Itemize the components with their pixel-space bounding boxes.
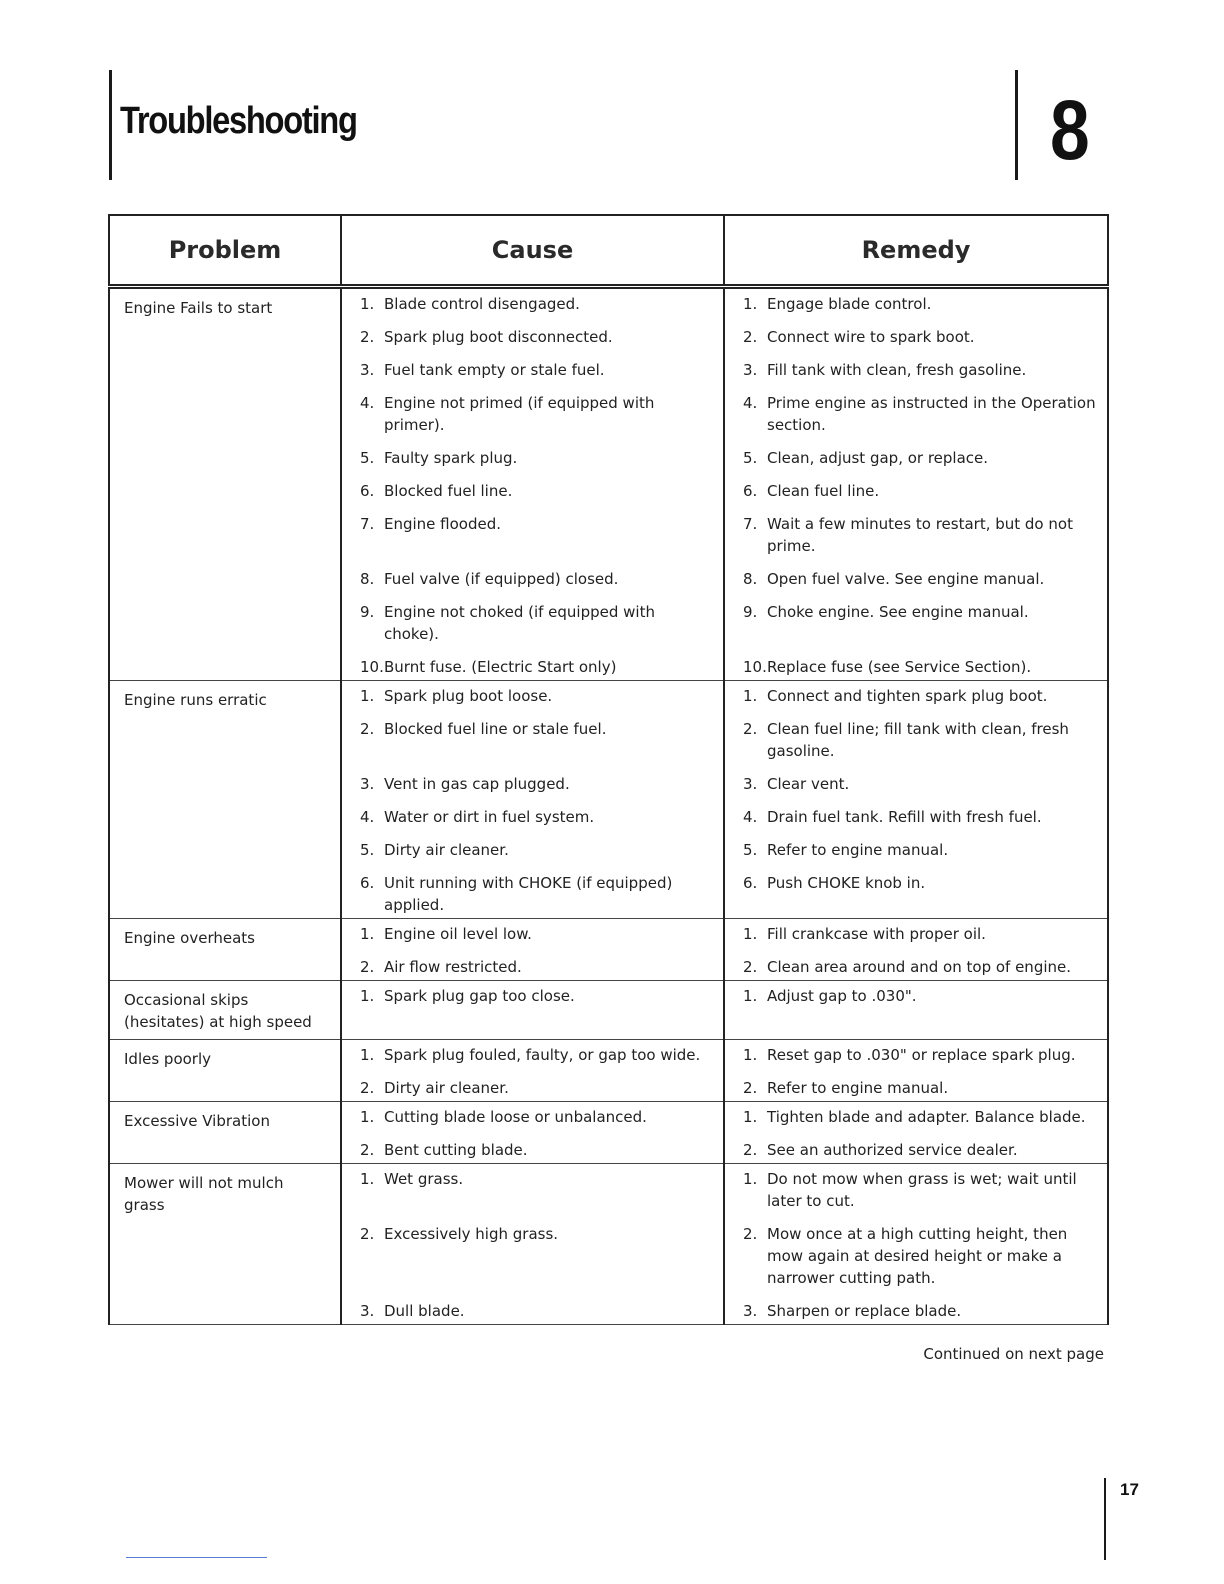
table-row xyxy=(109,681,1108,919)
remedy-text: Open fuel valve. See engine manual. xyxy=(767,570,1045,588)
table-row xyxy=(109,981,1108,1040)
table-body xyxy=(109,287,1108,1325)
item-number: 6. xyxy=(743,482,758,500)
cause-text: Wet grass. xyxy=(384,1170,464,1188)
remedy-text: Choke engine. See engine manual. xyxy=(767,603,1029,621)
cause-text: Fuel tank empty or stale fuel. xyxy=(384,361,605,379)
remedy-item xyxy=(725,656,1107,678)
item-number: 4. xyxy=(743,394,758,412)
problem-text: Engine runs erratic xyxy=(124,691,267,709)
remedy-item xyxy=(725,718,1107,762)
cause-cell xyxy=(341,287,724,681)
table-row xyxy=(109,1102,1108,1164)
cause-text: Dull blade. xyxy=(384,1302,465,1320)
cause-text: Vent in gas cap plugged. xyxy=(384,775,570,793)
remedy-text: Clean fuel line. xyxy=(767,482,880,500)
cause-cell xyxy=(341,919,724,981)
item-number: 2. xyxy=(360,1079,375,1097)
item-number: 10. xyxy=(743,658,767,676)
item-number: 5. xyxy=(360,449,375,467)
problem-cell xyxy=(109,919,341,981)
remedy-item xyxy=(725,326,1107,348)
item-number: 1. xyxy=(743,1046,758,1064)
remedy-text: Refer to engine manual. xyxy=(767,1079,949,1097)
cause-text: Burnt fuse. (Electric Start only) xyxy=(384,658,617,676)
cause-cell xyxy=(341,1164,724,1325)
table-row xyxy=(109,287,1108,681)
remedy-item xyxy=(725,1223,1107,1289)
cause-item xyxy=(342,923,723,945)
remedy-text: Drain fuel tank. Refill with fresh fuel. xyxy=(767,808,1042,826)
cause-item xyxy=(342,1106,723,1128)
item-number: 1. xyxy=(743,1108,758,1126)
remedy-cell xyxy=(724,1164,1108,1325)
remedy-cell xyxy=(724,981,1108,1040)
remedy-item xyxy=(725,806,1107,828)
remedy-text: Clean area around and on top of engine. xyxy=(767,958,1072,976)
cause-text: Bent cutting blade. xyxy=(384,1141,528,1159)
cause-item xyxy=(342,1077,723,1099)
item-number: 1. xyxy=(743,295,758,313)
item-number: 1. xyxy=(360,1046,375,1064)
remedy-item xyxy=(725,568,1107,590)
cause-item xyxy=(342,806,723,828)
chapter-number: 8 xyxy=(1050,83,1090,177)
item-number: 1. xyxy=(360,987,375,1005)
item-number: 3. xyxy=(360,775,375,793)
cause-text: Engine flooded. xyxy=(384,515,502,533)
cause-text: Air flow restricted. xyxy=(384,958,522,976)
remedy-text: Fill crankcase with proper oil. xyxy=(767,925,986,943)
problem-cell xyxy=(109,287,341,681)
cause-item xyxy=(342,1168,723,1212)
table-row xyxy=(109,1164,1108,1325)
continued-note: Continued on next page xyxy=(923,1345,1104,1363)
remedy-text: Push CHOKE knob in. xyxy=(767,874,926,892)
remedy-item xyxy=(725,872,1107,916)
remedy-item xyxy=(725,956,1107,978)
problem-text: Idles poorly xyxy=(124,1050,212,1068)
item-number: 3. xyxy=(360,361,375,379)
page-number-rule xyxy=(1104,1478,1106,1560)
cause-text: Unit running with CHOKE (if equipped) applied. xyxy=(384,874,673,914)
remedy-text: Clear vent. xyxy=(767,775,850,793)
remedy-text: Prime engine as instructed in the Operation section. xyxy=(767,394,1096,434)
cause-text: Faulty spark plug. xyxy=(384,449,518,467)
remedy-cell xyxy=(724,919,1108,981)
remedy-text: Refer to engine manual. xyxy=(767,841,949,859)
item-number: 5. xyxy=(360,841,375,859)
cause-cell xyxy=(341,1102,724,1164)
cause-text: Engine not choked (if equipped with choke). xyxy=(384,603,655,643)
cause-text: Engine oil level low. xyxy=(384,925,532,943)
item-number: 3. xyxy=(743,361,758,379)
remedy-item xyxy=(725,985,1107,1007)
remedy-text: Sharpen or replace blade. xyxy=(767,1302,962,1320)
remedy-text: Do not mow when grass is wet; wait until later to cut. xyxy=(767,1170,1077,1210)
cause-item xyxy=(342,685,723,707)
header-remedy: Remedy xyxy=(724,215,1108,287)
item-number: 2. xyxy=(360,1141,375,1159)
cause-cell xyxy=(341,981,724,1040)
problem-text: Excessive Vibration xyxy=(124,1112,270,1130)
remedy-cell xyxy=(724,1102,1108,1164)
remedy-cell xyxy=(724,681,1108,919)
item-number: 2. xyxy=(743,1225,758,1243)
cause-text: Spark plug fouled, faulty, or gap too wide. xyxy=(384,1046,701,1064)
cause-item xyxy=(342,480,723,502)
remedy-text: Replace fuse (see Service Section). xyxy=(767,658,1032,676)
item-number: 1. xyxy=(360,1170,375,1188)
chapter-rule xyxy=(1015,70,1018,180)
remedy-text: Clean fuel line; fill tank with clean, fresh gasoline. xyxy=(767,720,1069,760)
item-number: 3. xyxy=(743,1302,758,1320)
item-number: 6. xyxy=(360,482,375,500)
cause-text: Dirty air cleaner. xyxy=(384,841,509,859)
cause-item xyxy=(342,1139,723,1161)
header-problem: Problem xyxy=(109,215,341,287)
remedy-text: Connect wire to spark boot. xyxy=(767,328,975,346)
problem-cell xyxy=(109,1040,341,1102)
cause-item xyxy=(342,392,723,436)
remedy-text: Tighten blade and adapter. Balance blade. xyxy=(767,1108,1086,1126)
cause-text: Spark plug boot disconnected. xyxy=(384,328,613,346)
problem-cell xyxy=(109,981,341,1040)
item-number: 2. xyxy=(743,720,758,738)
item-number: 4. xyxy=(360,808,375,826)
cause-text: Excessively high grass. xyxy=(384,1225,559,1243)
remedy-item xyxy=(725,773,1107,795)
cause-cell xyxy=(341,1040,724,1102)
item-number: 2. xyxy=(743,1079,758,1097)
cause-item xyxy=(342,1300,723,1322)
cause-text: Cutting blade loose or unbalanced. xyxy=(384,1108,647,1126)
remedy-text: Adjust gap to .030". xyxy=(767,987,917,1005)
item-number: 1. xyxy=(360,925,375,943)
remedy-item xyxy=(725,293,1107,315)
item-number: 2. xyxy=(743,1141,758,1159)
troubleshooting-table xyxy=(108,214,1109,1325)
page-number: 17 xyxy=(1120,1480,1139,1499)
problem-text: Mower will not mulch grass xyxy=(124,1174,284,1214)
item-number: 5. xyxy=(743,449,758,467)
cause-item xyxy=(342,601,723,645)
item-number: 1. xyxy=(360,687,375,705)
cause-item xyxy=(342,985,723,1007)
cause-text: Spark plug gap too close. xyxy=(384,987,575,1005)
problem-text: Occasional skips (hesitates) at high speed xyxy=(124,991,312,1031)
item-number: 5. xyxy=(743,841,758,859)
cause-text: Water or dirt in fuel system. xyxy=(384,808,595,826)
cause-item xyxy=(342,359,723,381)
table-header-row xyxy=(109,215,1108,287)
remedy-text: Wait a few minutes to restart, but do not prime. xyxy=(767,515,1073,555)
cause-item xyxy=(342,513,723,557)
remedy-item xyxy=(725,1077,1107,1099)
item-number: 2. xyxy=(743,328,758,346)
remedy-text: See an authorized service dealer. xyxy=(767,1141,1018,1159)
problem-text: Engine overheats xyxy=(124,929,255,947)
remedy-text: Mow once at a high cutting height, then mow again at desired height or make a narrower cutting path. xyxy=(767,1225,1068,1287)
problem-cell xyxy=(109,681,341,919)
cause-text: Fuel valve (if equipped) closed. xyxy=(384,570,619,588)
remedy-item xyxy=(725,601,1107,645)
cause-item xyxy=(342,1044,723,1066)
remedy-text: Connect and tighten spark plug boot. xyxy=(767,687,1048,705)
item-number: 6. xyxy=(360,874,375,892)
remedy-item xyxy=(725,1106,1107,1128)
item-number: 9. xyxy=(360,603,375,621)
remedy-item xyxy=(725,1300,1107,1322)
item-number: 2. xyxy=(743,958,758,976)
item-number: 2. xyxy=(360,958,375,976)
item-number: 3. xyxy=(743,775,758,793)
cause-item xyxy=(342,326,723,348)
cause-item xyxy=(342,293,723,315)
remedy-text: Clean, adjust gap, or replace. xyxy=(767,449,989,467)
item-number: 1. xyxy=(360,1108,375,1126)
remedy-item xyxy=(725,447,1107,469)
item-number: 4. xyxy=(743,808,758,826)
cause-item xyxy=(342,656,723,678)
header-cause: Cause xyxy=(341,215,724,287)
page-title: Troubleshooting xyxy=(120,100,357,142)
cause-item xyxy=(342,718,723,762)
cause-item xyxy=(342,773,723,795)
item-number: 6. xyxy=(743,874,758,892)
table-row xyxy=(109,919,1108,981)
item-number: 2. xyxy=(360,1225,375,1243)
cause-text: Engine not primed (if equipped with primer). xyxy=(384,394,655,434)
cause-item xyxy=(342,872,723,916)
remedy-text: Reset gap to .030" or replace spark plug. xyxy=(767,1046,1076,1064)
remedy-text: Fill tank with clean, fresh gasoline. xyxy=(767,361,1027,379)
cause-text: Blade control disengaged. xyxy=(384,295,580,313)
item-number: 7. xyxy=(743,515,758,533)
cause-item xyxy=(342,1223,723,1289)
remedy-item xyxy=(725,839,1107,861)
item-number: 10. xyxy=(360,658,384,676)
remedy-item xyxy=(725,685,1107,707)
item-number: 1. xyxy=(743,1170,758,1188)
item-number: 8. xyxy=(743,570,758,588)
item-number: 2. xyxy=(360,328,375,346)
remedy-item xyxy=(725,923,1107,945)
footer-line xyxy=(126,1557,267,1558)
cause-text: Spark plug boot loose. xyxy=(384,687,553,705)
title-rule xyxy=(109,70,112,180)
cause-item xyxy=(342,839,723,861)
problem-text: Engine Fails to start xyxy=(124,299,273,317)
item-number: 4. xyxy=(360,394,375,412)
cause-item xyxy=(342,956,723,978)
item-number: 1. xyxy=(743,925,758,943)
cause-cell xyxy=(341,681,724,919)
remedy-cell xyxy=(724,287,1108,681)
cause-item xyxy=(342,568,723,590)
problem-cell xyxy=(109,1102,341,1164)
remedy-item xyxy=(725,480,1107,502)
item-number: 7. xyxy=(360,515,375,533)
remedy-item xyxy=(725,359,1107,381)
remedy-item xyxy=(725,1168,1107,1212)
remedy-cell xyxy=(724,1040,1108,1102)
item-number: 9. xyxy=(743,603,758,621)
cause-text: Dirty air cleaner. xyxy=(384,1079,509,1097)
remedy-item xyxy=(725,392,1107,436)
remedy-text: Engage blade control. xyxy=(767,295,932,313)
item-number: 8. xyxy=(360,570,375,588)
item-number: 1. xyxy=(743,987,758,1005)
cause-item xyxy=(342,447,723,469)
remedy-item xyxy=(725,513,1107,557)
cause-text: Blocked fuel line. xyxy=(384,482,513,500)
item-number: 3. xyxy=(360,1302,375,1320)
table-row xyxy=(109,1040,1108,1102)
remedy-item xyxy=(725,1044,1107,1066)
item-number: 1. xyxy=(743,687,758,705)
remedy-item xyxy=(725,1139,1107,1161)
item-number: 1. xyxy=(360,295,375,313)
item-number: 2. xyxy=(360,720,375,738)
cause-text: Blocked fuel line or stale fuel. xyxy=(384,720,607,738)
problem-cell xyxy=(109,1164,341,1325)
